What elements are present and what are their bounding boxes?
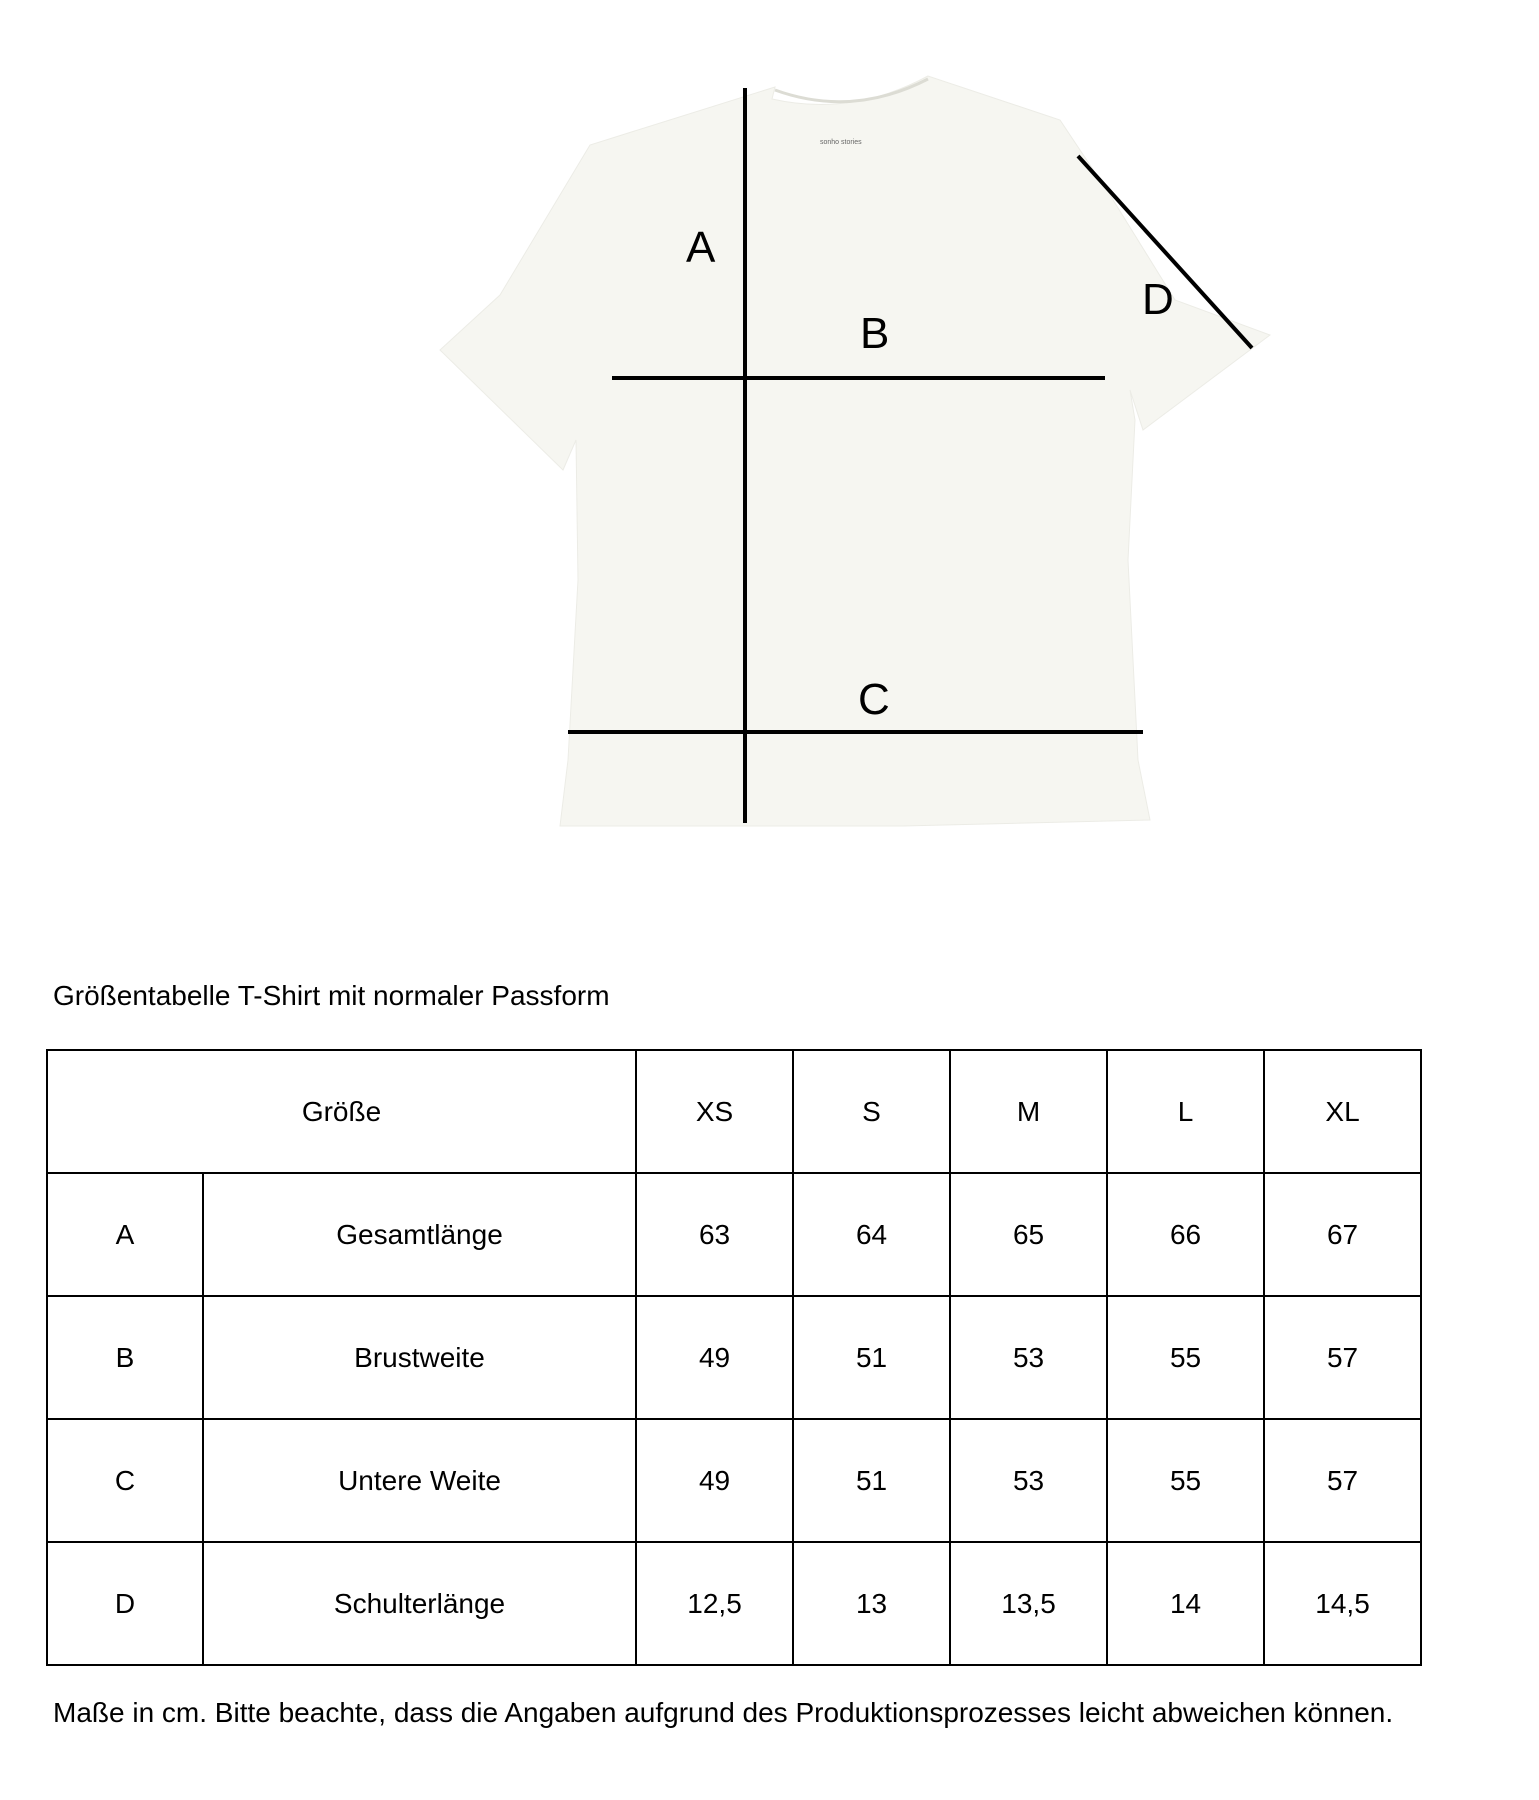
size-header-row	[47, 1050, 1421, 1173]
measure-label-a: A	[686, 223, 716, 272]
cell-value: 53	[950, 1296, 1107, 1419]
row-name: Brustweite	[203, 1296, 636, 1419]
cell-value: 55	[1107, 1296, 1264, 1419]
row-name: Untere Weite	[203, 1419, 636, 1542]
cell-value: 65	[950, 1173, 1107, 1296]
cell-value: 63	[636, 1173, 793, 1296]
measure-label-d: D	[1142, 275, 1174, 324]
cell-value: 12,5	[636, 1542, 793, 1665]
cell-value: 49	[636, 1419, 793, 1542]
cell-value: 66	[1107, 1173, 1264, 1296]
row-key: C	[47, 1419, 203, 1542]
row-name: Schulterlänge	[203, 1542, 636, 1665]
row-key: A	[47, 1173, 203, 1296]
footnote: Maße in cm. Bitte beachte, dass die Angaben aufgrund des Produktionsprozesses leicht abweichen können.	[53, 1697, 1394, 1728]
size-col-header: XL	[1264, 1050, 1421, 1173]
table-row	[47, 1542, 1421, 1665]
cell-value: 67	[1264, 1173, 1421, 1296]
cell-value: 57	[1264, 1419, 1421, 1542]
size-header-label: Größe	[47, 1050, 636, 1173]
neck-label: sonho stories	[820, 139, 862, 146]
cell-value: 51	[793, 1296, 950, 1419]
cell-value: 13,5	[950, 1542, 1107, 1665]
size-col-header: XS	[636, 1050, 793, 1173]
measure-label-c: C	[858, 675, 890, 724]
size-chart-title: Größentabelle T-Shirt mit normaler Passform	[53, 980, 610, 1011]
size-table	[46, 1049, 1422, 1666]
cell-value: 49	[636, 1296, 793, 1419]
cell-value: 14	[1107, 1542, 1264, 1665]
table-row	[47, 1296, 1421, 1419]
tshirt-silhouette	[440, 76, 1270, 826]
size-col-header: M	[950, 1050, 1107, 1173]
size-col-header: S	[793, 1050, 950, 1173]
tshirt-measurement-diagram	[0, 0, 1539, 860]
table-row	[47, 1419, 1421, 1542]
cell-value: 51	[793, 1419, 950, 1542]
measure-label-b: B	[860, 309, 890, 358]
cell-value: 53	[950, 1419, 1107, 1542]
row-key: B	[47, 1296, 203, 1419]
cell-value: 64	[793, 1173, 950, 1296]
cell-value: 13	[793, 1542, 950, 1665]
cell-value: 57	[1264, 1296, 1421, 1419]
row-key: D	[47, 1542, 203, 1665]
row-name: Gesamtlänge	[203, 1173, 636, 1296]
cell-value: 55	[1107, 1419, 1264, 1542]
table-row	[47, 1173, 1421, 1296]
cell-value: 14,5	[1264, 1542, 1421, 1665]
size-col-header: L	[1107, 1050, 1264, 1173]
